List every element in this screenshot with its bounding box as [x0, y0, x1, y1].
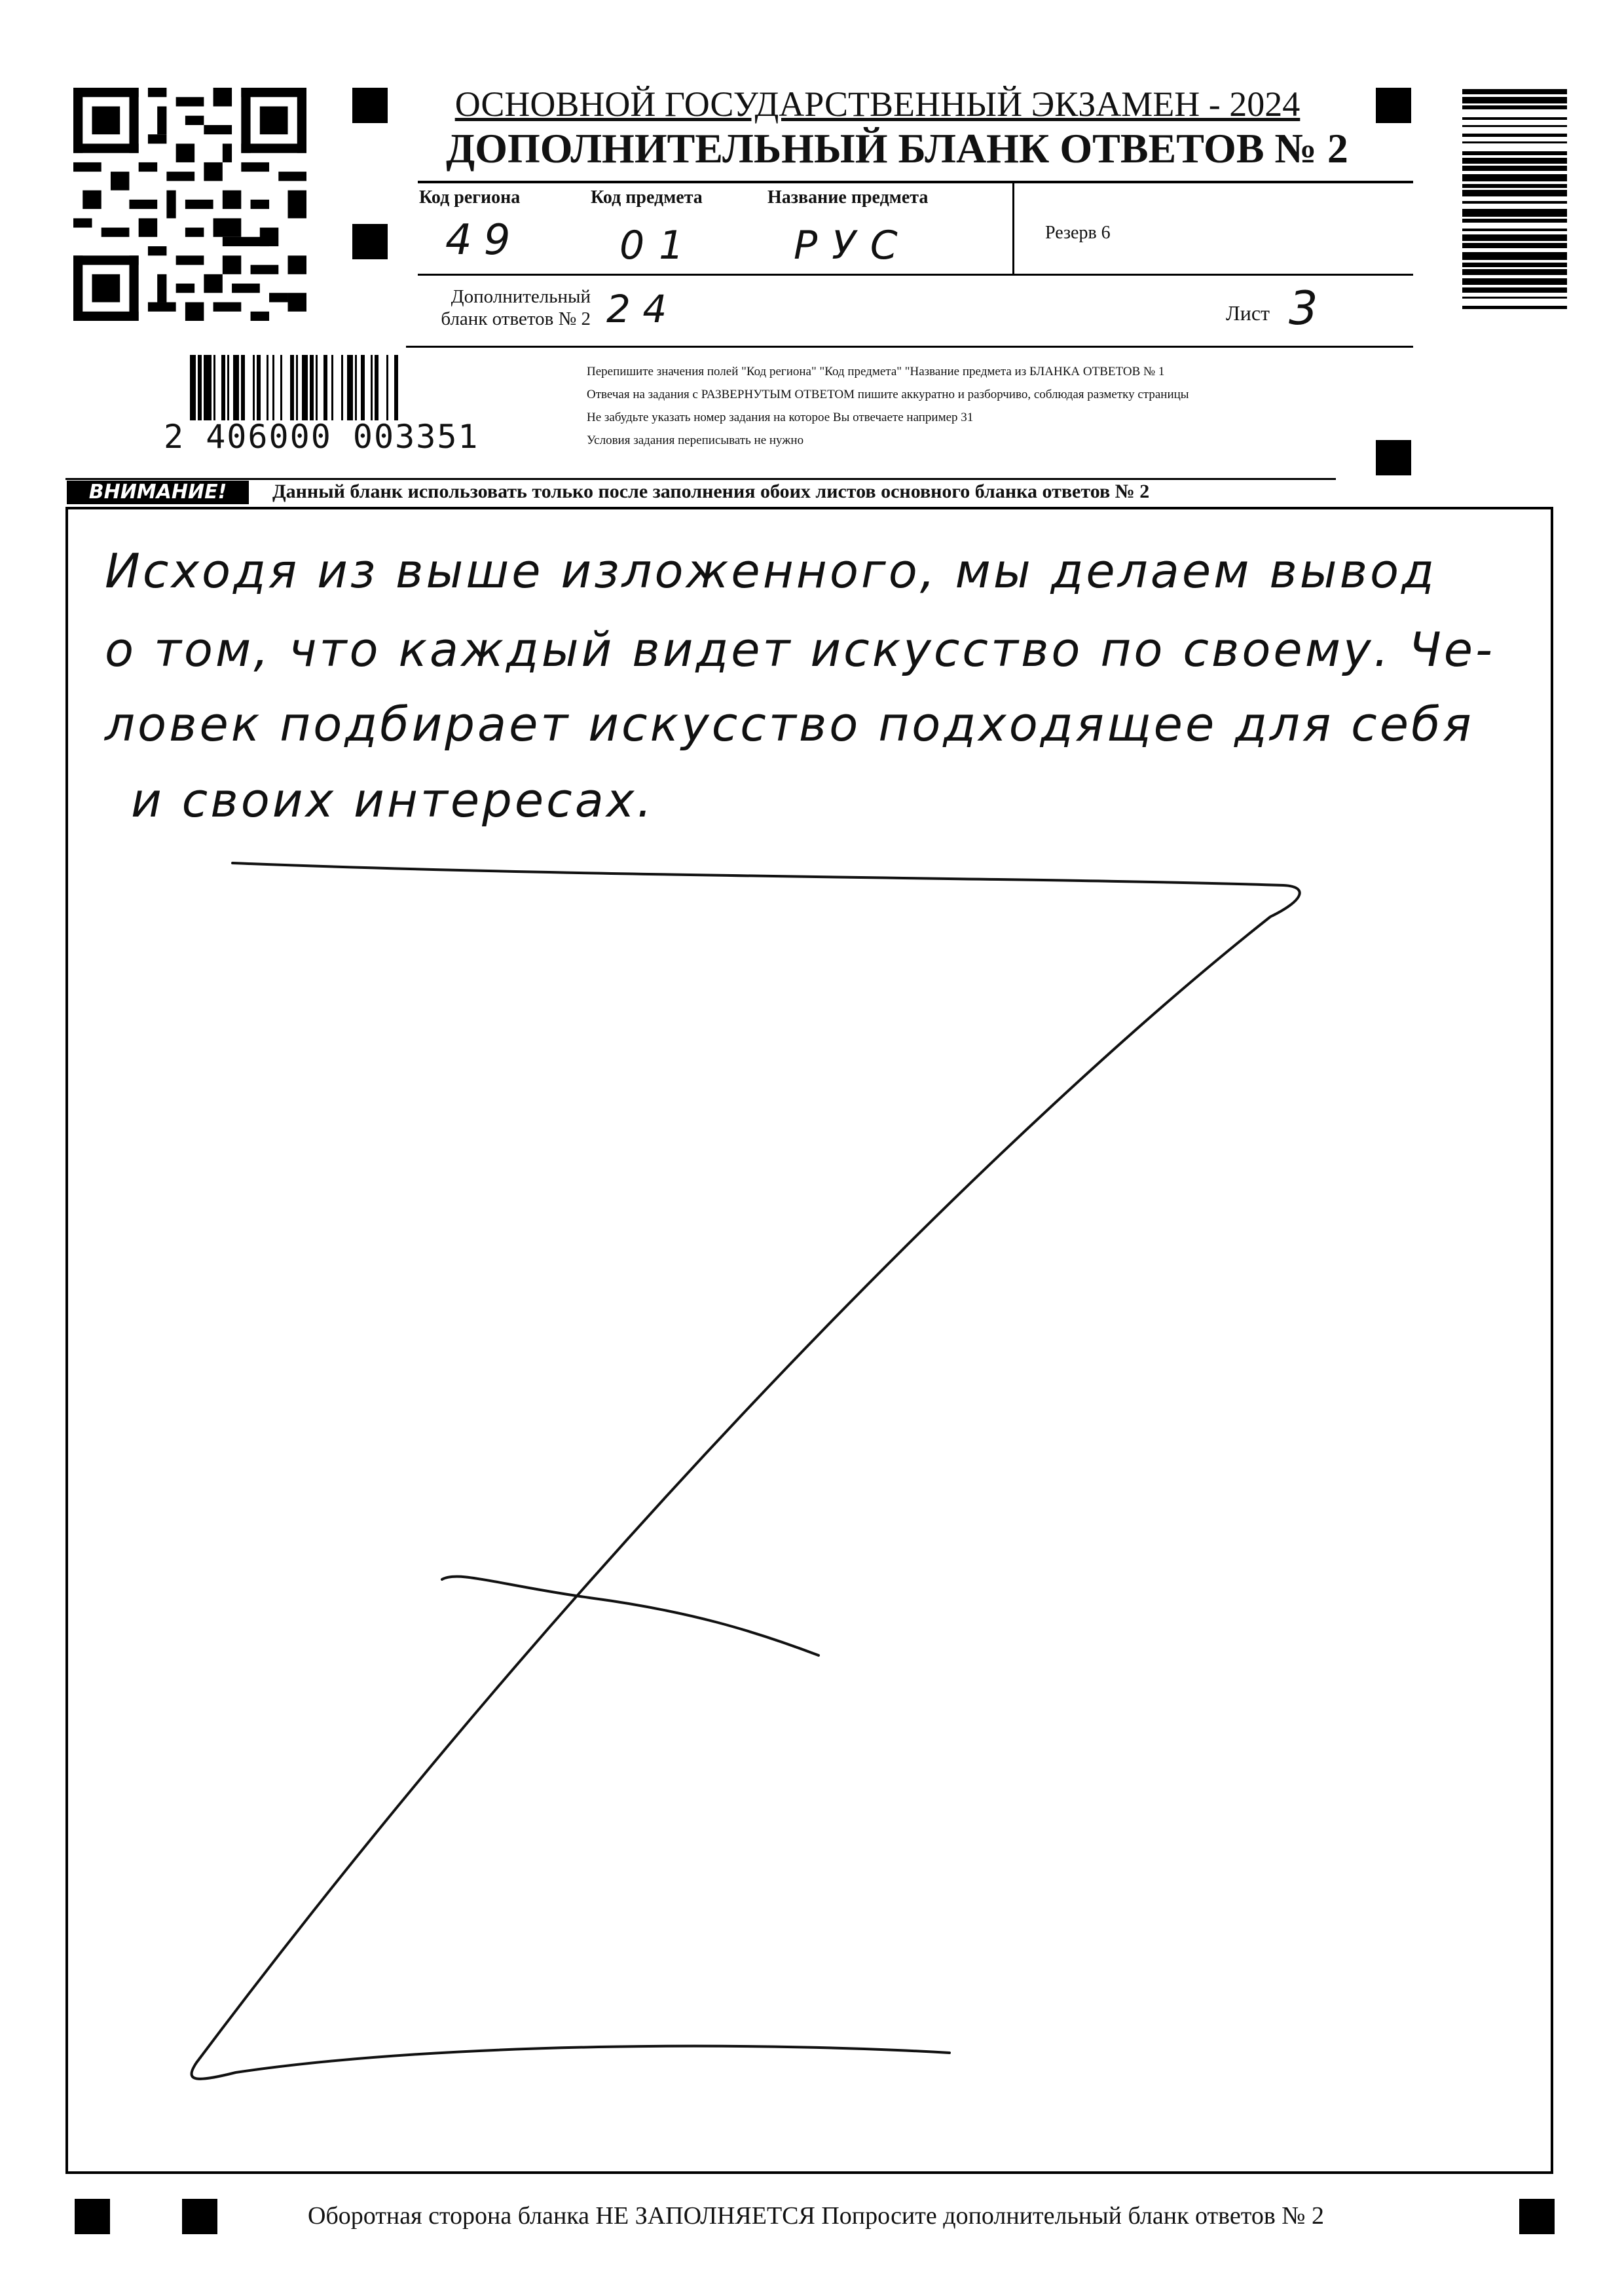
subject-code-label: Код предмета	[591, 187, 703, 208]
extra-form-label-line1: Дополнительный	[451, 286, 591, 307]
form-title: ДОПОЛНИТЕЛЬНЫЙ БЛАНК ОТВЕТОВ № 2	[446, 125, 1348, 172]
answer-line-2: о том, что каждый видет искусство по своему. Че-	[105, 622, 1496, 677]
reserve-label: Резерв 6	[1045, 223, 1111, 243]
subject-name-label: Название предмета	[767, 187, 929, 208]
exam-title: ОСНОВНОЙ ГОСУДАРСТВЕННЫЙ ЭКЗАМЕН - 2024	[454, 84, 1301, 124]
sheet-label: Лист	[1226, 301, 1270, 325]
extra-form-label-line2: бланк ответов № 2	[441, 308, 591, 329]
attention-badge: ВНИМАНИЕ!	[67, 481, 249, 504]
answer-line-4: и своих интересах.	[131, 773, 655, 828]
instruction-line-4: Условия задания переписывать не нужно	[587, 433, 804, 447]
instruction-line-1: Перепишите значения полей "Код региона" "Код предмета" "Название предмета из БЛАНКА ОТВЕТОВ № 1	[587, 365, 1165, 378]
answer-line-1: Исходя из выше изложенного, мы делаем вывод	[105, 543, 1437, 598]
instruction-line-3: Не забудьте указать номер задания на которое Вы отвечаете например 31	[587, 411, 974, 424]
subject-code-value: 01	[619, 223, 699, 268]
barcode-number: 2 406000 003351	[164, 418, 479, 456]
instruction-line-2: Отвечая на задания с РАЗВЕРНУТЫМ ОТВЕТОМ пишите аккуратно и разборчиво, соблюдая разметку страницы	[587, 388, 1189, 401]
answer-line-3: ловек подбирает искусство подходящее для себя	[105, 697, 1474, 752]
extra-form-value: 2 4	[606, 287, 667, 331]
region-label: Код региона	[419, 187, 521, 208]
attention-text: Данный бланк использовать только после заполнения обоих листов основного бланка ответов № 2	[272, 481, 1150, 502]
region-value: 49	[445, 216, 523, 265]
sheet-value: 3	[1289, 282, 1318, 335]
footer-note: Оборотная сторона бланка НЕ ЗАПОЛНЯЕТСЯ Попросите дополнительный бланк ответов № 2	[308, 2202, 1325, 2230]
subject-name-value: РУС	[794, 223, 912, 268]
